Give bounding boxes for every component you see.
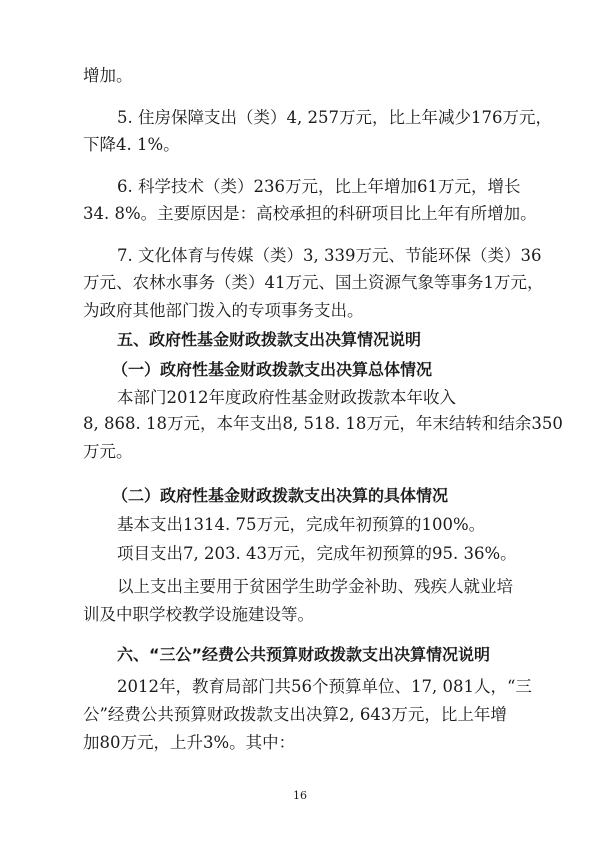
section-heading-5: 五、政府性基金财政拨款支出决算情况说明	[117, 330, 422, 349]
text-line-13: 项目支出7, 203. 43万元，完成年初预算的95. 36%。	[117, 544, 517, 563]
text-line-15: 训及中职学校教学设施建设等。	[83, 605, 314, 624]
text-line-4: 6. 科学技术（类）236万元，比上年增加61万元，增长	[117, 177, 521, 196]
page-number: 16	[293, 789, 307, 802]
text-line-5: 34. 8%。主要原因是：高校承担的科研项目比上年有所增加。	[83, 204, 537, 223]
text-line-8: 为政府其他部门拨入的专项事务支出。	[83, 301, 364, 320]
subsection-heading-5-1: （一）政府性基金财政拨款支出决算总体情况	[112, 360, 433, 379]
text-line-12: 基本支出1314. 75万元，完成年初预算的100%。	[117, 515, 486, 534]
text-line-3: 下降4. 1%。	[83, 135, 180, 154]
text-line-9: 本部门2012年度政府性基金财政拨款本年收入	[117, 388, 456, 407]
text-line-16: 2012年，教育局部门共56个预算单位、17, 081人，“三	[117, 677, 532, 696]
text-line-6: 7. 文化体育与传媒（类）3, 339万元、节能环保（类）36	[117, 246, 542, 265]
text-line-2: 5. 住房保障支出（类）4, 257万元，比上年减少176万元，	[117, 108, 552, 127]
text-line-14: 以上支出主要用于贫困学生助学金补助、残疾人就业培	[117, 577, 513, 596]
subsection-heading-5-2: （二）政府性基金财政拨款支出决算的具体情况	[112, 486, 449, 505]
text-line-7: 万元、农林水事务（类）41万元、国土资源气象等事务1万元，	[83, 273, 544, 292]
text-line-1: 增加。	[83, 66, 133, 85]
section-heading-6: 六、“三公”经费公共预算财政拨款支出决算情况说明	[117, 645, 491, 664]
text-line-18: 加80万元，上升3%。其中：	[83, 733, 296, 752]
text-line-11: 万元。	[83, 442, 133, 461]
text-line-10: 8, 868. 18万元，本年支出8, 518. 18万元，年末结转和结余350	[83, 414, 563, 433]
text-line-17: 公”经费公共预算财政拨款支出决算2, 643万元，比上年增	[83, 705, 507, 724]
